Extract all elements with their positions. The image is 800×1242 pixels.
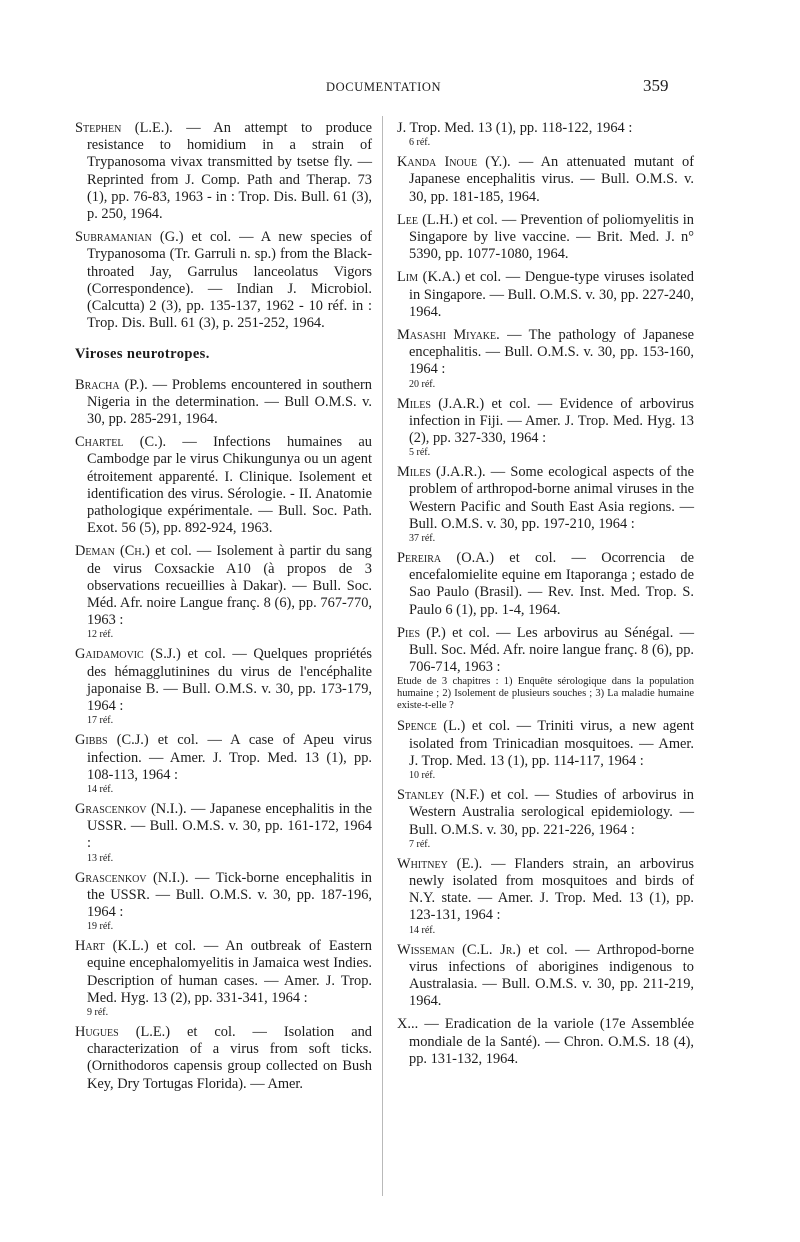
bibliography-entry — [397, 942, 694, 1011]
entry-citation: et col. — A new species of Trypanosoma (Tr. Garruli n. sp.) from the Black-throated Jay, Garrulus lanceolatus Vigors (Correspondence). — Indian J. Microbiol. (Calcutta) 2 (3), pp. 135-137, 1962 - 10 réf. in : Trop. Dis. Bull. 61 (3), p. 251-252, 1964. — [87, 229, 372, 332]
bibliography-entry — [75, 870, 372, 933]
bibliography-entry — [75, 120, 372, 223]
entry-citation: et col. — Dengue-type viruses isolated in Singapore. — Bull. O.M.S. v. 30, pp. 227-240, 1964. — [409, 269, 695, 320]
entry-author: Grascenkov (N.I.). — [75, 800, 187, 817]
bibliography-entry — [397, 625, 694, 713]
reference-count: 9 réf. — [87, 1006, 109, 1018]
reference-count: 37 réf. — [409, 533, 436, 545]
entry-author: X... — [397, 1016, 419, 1033]
entry-citation: — Some ecological aspects of the problem of arthropod-borne animal viruses in the Western Pacific and South East Asia regions. — Bull. O.M.S. v. 30, pp. 197-210, 1964 : — [409, 464, 694, 532]
entry-author: Miles (J.A.R.) — [397, 395, 485, 412]
reference-count: 14 réf. — [87, 783, 114, 795]
reference-count: 6 réf. — [409, 137, 431, 149]
bibliography-entry — [397, 396, 694, 459]
entry-citation: et col. — Studies of arbovirus in Western Australia serological epidemiology. — Bull. O.M.S. v. 30, pp. 221-226, 1964 : — [409, 787, 694, 838]
entry-citation: J. Trop. Med. 13 (1), pp. 118-122, 1964 : — [397, 120, 633, 136]
entry-author: Grascenkov (N.I.). — [75, 869, 189, 886]
entry-citation: et col. — Quelques propriétés des hémagglutinines du virus de l'encéphalite japonaise B. — Bull. O.M.S. v. 30, pp. 173-179, 1964 : — [87, 646, 372, 715]
entry-author: Gibbs (C.J.) — [75, 732, 149, 749]
entry-citation: — Eradication de la variole (17e Assemblée mondiale de la Santé). — Chron. O.M.S. 18 (4), pp. 131-132, 1964. — [409, 1016, 694, 1067]
entry-author: Chartel (C.). — [75, 434, 167, 451]
reference-count: 10 réf. — [409, 770, 436, 782]
entry-author: Deman (Ch.) — [75, 543, 150, 560]
bibliography-entry — [397, 718, 694, 781]
entry-author: Pereira (O.A.) — [397, 550, 494, 567]
column-divider — [382, 116, 383, 1196]
bibliography-entry — [75, 801, 372, 864]
right-entries — [397, 120, 694, 1068]
entry-citation: et col. — Arthropod-borne virus infections of aborigines indigenous to Australasia. — Bull. O.M.S. v. 30, pp. 211-219, 1964. — [409, 941, 695, 1010]
bibliography-entry — [75, 377, 372, 429]
entry-author: Wisseman (C.L. Jr.) — [397, 941, 521, 958]
bibliography-entry — [75, 229, 372, 332]
bibliography-entry — [397, 269, 694, 321]
entry-citation: et col. — Triniti virus, a new agent isolated from Trinicadian mosquitoes. — Amer. J. Trop. Med. 13 (1), pp. 114-117, 1964 : — [409, 718, 694, 769]
right-column — [397, 120, 694, 1074]
bibliography-entry — [75, 434, 372, 537]
entry-citation: — Infections humaines au Cambodge par le virus Chikungunya ou un agent étroitement apparenté. I. Clinique. Isolement et identification des virus. Sérologie. - II. Anatomie pathologique expérimentale. — Bull. Soc. Path. Exot. 56 (5), pp. 892-924, 1963. — [87, 434, 372, 537]
entry-author: Lim (K.A.) — [397, 269, 461, 286]
reference-count: 19 réf. — [87, 921, 114, 933]
bibliography-entry — [75, 646, 372, 726]
entry-citation: et col. — Isolement à partir du sang de virus Coxsackie A10 (à propos de 3 observations recueillies à Dakar). — Bull. Soc. Méd. Afr. noire Langue franç. 8 (6), pp. 767-770, 1963 : — [87, 543, 372, 629]
left-column — [75, 120, 372, 1099]
reference-count: 12 réf. — [87, 629, 114, 641]
entry-author: Hugues (L.E.) — [75, 1023, 171, 1040]
entry-author: Subramanian (G.) — [75, 229, 184, 246]
entry-author: Kanda Inoue (Y.). — [397, 154, 511, 171]
reference-count: 20 réf. — [409, 378, 436, 390]
bibliography-entry — [75, 543, 372, 640]
entry-citation: et col. — Prevention of poliomyelitis in Singapore by live vaccine. — Brit. Med. J. n° 5390, pp. 1077-1080, 1964. — [409, 211, 694, 263]
bibliography-entry — [397, 1016, 694, 1068]
entry-citation: et col. — Isolation and characterization of a virus from soft ticks. (Ornithodoros capensis group collected on Bush Key, Dry Tortugas Florida). — Amer. — [87, 1023, 372, 1092]
entry-author: Spence (L.) — [397, 718, 466, 735]
reference-count: 5 réf. — [409, 447, 431, 459]
reference-count: 14 réf. — [409, 924, 436, 936]
bibliography-entry — [397, 464, 694, 544]
entry-citation: et col. — Ocorrencia de encefalomielite equine em Itaporanga ; estado de Sao Paulo (Brasil). — Rev. Inst. Med. Trop. S. Paulo 6 (1), pp. 1-4, 1964. — [409, 550, 694, 618]
bibliography-entry — [397, 154, 694, 206]
entry-author: Pies (P.) — [397, 624, 446, 641]
reference-count: 7 réf. — [409, 838, 431, 850]
entry-citation: — An attenuated mutant of Japanese encephalitis virus. — Bull. O.M.S. v. 30, pp. 181-185, 1964. — [409, 154, 694, 205]
bibliography-entry — [397, 120, 694, 148]
entry-note: Etude de 3 chapitres : 1) Enquête sérologique dans la population humaine ; 2) Isolement de plusieurs souches ; 3) La maladie humaine existe-t-elle ? — [397, 676, 694, 712]
entry-citation: — Tick-borne encephalitis in the USSR. — Bull. O.M.S. v. 30, pp. 187-196, 1964 : — [87, 869, 372, 920]
entry-author: Stephen (L.E.). — [75, 120, 173, 136]
bibliography-entry — [75, 732, 372, 795]
entry-citation: — Japanese encephalitis in the USSR. — Bull. O.M.S. v. 30, pp. 161-172, 1964 : — [87, 800, 372, 852]
entry-author: Bracha (P.). — [75, 376, 148, 393]
entry-citation: — The pathology of Japanese encephalitis. — Bull. O.M.S. v. 30, pp. 153-160, 1964 : — [409, 327, 694, 378]
bibliography-entry — [397, 327, 694, 390]
entry-author: Miles (J.A.R.). — [397, 464, 486, 481]
entry-citation: et col. — A case of Apeu virus infection. — Amer. J. Trop. Med. 13 (1), pp. 108-113, 1964 : — [87, 732, 372, 783]
reference-count: 13 réf. — [87, 852, 114, 864]
page-number: 359 — [643, 76, 669, 95]
entry-citation: et col. — Les arbovirus au Sénégal. — Bull. Soc. Méd. Afr. noire langue franç. 8 (6), pp. 706-714, 1963 : — [409, 624, 694, 676]
bibliography-entry — [75, 1024, 372, 1093]
bibliography-entry — [397, 212, 694, 264]
entry-citation: — An attempt to produce resistance to homidium in a strain of Trypanosoma vivax transmitted by tsetse fly. — Reprinted from J. Comp. Path and Therap. 73 (1), pp. 76-83, 1963 - in : Trop. Dis. Bull. 61 (3), p. 250, 1964. — [87, 120, 372, 223]
left-entries — [75, 377, 372, 1093]
entry-author: Whitney (E.). — [397, 855, 483, 872]
bibliography-entry — [397, 550, 694, 619]
entry-author: Masashi Miyake. — [397, 327, 500, 344]
bibliography-entry — [397, 856, 694, 936]
reference-count: 17 réf. — [87, 715, 114, 727]
entry-author: Gaidamovic (S.J.) — [75, 646, 181, 663]
section-heading: Viroses neurotropes. — [75, 346, 210, 363]
entry-citation: — Problems encountered in southern Nigeria in the determination. — Bull O.M.S. v. 30, pp. 285-291, 1964. — [87, 376, 372, 428]
entry-author: Hart (K.L.) — [75, 938, 149, 955]
entry-citation: et col. — An outbreak of Eastern equine encephalomyelitis in Jamaica west Indies. Description of human cases. — Amer. J. Trop. Med. Hyg. 13 (2), pp. 331-341, 1964 : — [87, 938, 372, 1006]
left-entries-top — [75, 120, 372, 332]
running-header: DOCUMENTATION — [326, 80, 442, 94]
entry-citation: — Flanders strain, an arbovirus newly isolated from mosquitoes and birds of N.Y. state. — Amer. J. Trop. Med. 13 (1), pp. 123-131, 1964 : — [409, 855, 694, 924]
entry-citation: et col. — Evidence of arbovirus infection in Fiji. — Amer. J. Trop. Med. Hyg. 13 (2), pp. 327-330, 1964 : — [409, 395, 694, 447]
bibliography-entry — [75, 938, 372, 1018]
bibliography-entry — [397, 787, 694, 850]
entry-author: Stanley (N.F.) — [397, 787, 485, 804]
entry-author: Lee (L.H.) — [397, 211, 459, 228]
